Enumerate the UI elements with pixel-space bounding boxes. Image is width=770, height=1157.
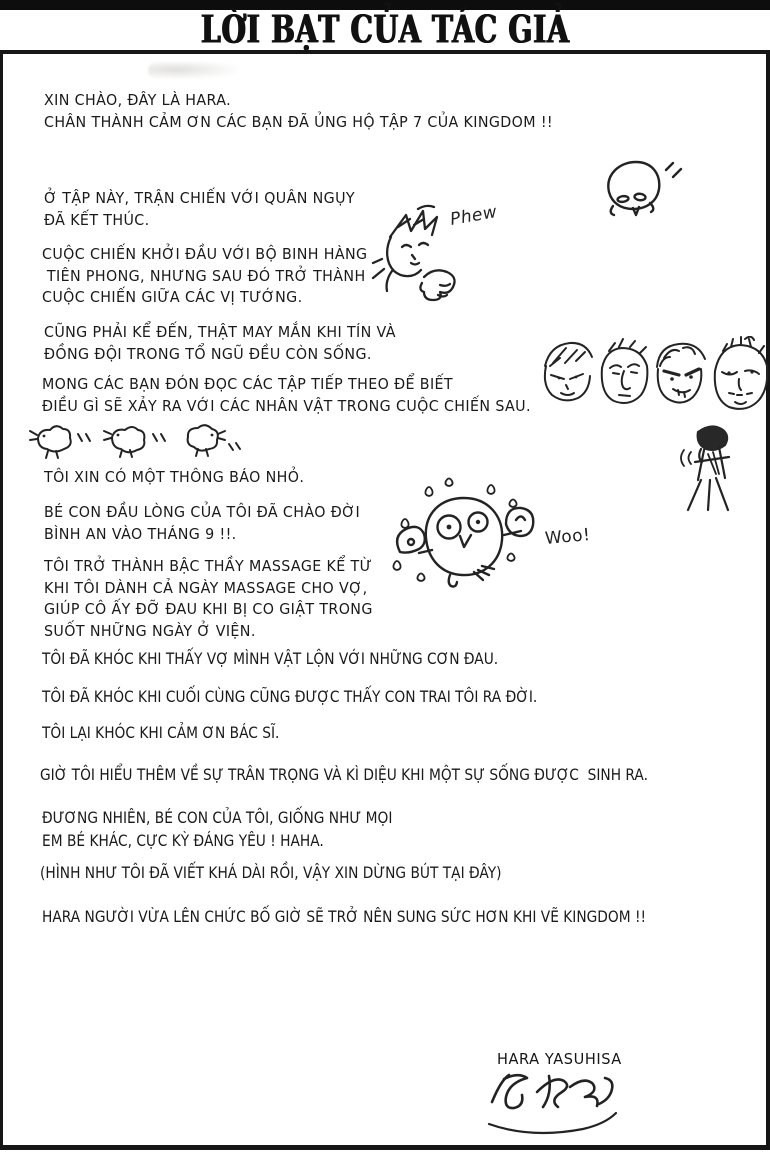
blob-creature-doodle (596, 156, 688, 228)
text-line: MONG CÁC BẠN ĐÓN ĐỌC CÁC TẬP TIẾP THEO ĐỂ BIẾT (42, 375, 454, 393)
text-line: TÔI TRỞ THÀNH BẬC THẦY MASSAGE KỂ TỪ (44, 557, 373, 575)
tripod-figure-doodle (668, 422, 748, 514)
text-line: GIÚP CÔ ẤY ĐỠ ĐAU KHI BỊ CO GIẬT TRONG (44, 600, 373, 618)
text-line: EM BÉ KHÁC, CỰC KỲ ĐÁNG YÊU ! HAHA. (42, 831, 324, 850)
paragraph-life-miracle (40, 764, 648, 786)
text-line: ĐÃ KẾT THÚC. (44, 210, 150, 229)
text-line: (HÌNH NHƯ TÔI ĐÃ VIẾT KHÁ DÀI RỒI, VẬY XIN DỪNG BÚT TẠI ĐÂY) (40, 863, 502, 882)
paragraph-cute-baby (42, 806, 392, 852)
paragraph-announcement (44, 467, 304, 489)
paragraph-next-volumes (42, 374, 531, 417)
text-line: TIÊN PHONG, NHƯNG SAU ĐÓ TRỞ THÀNH (42, 266, 366, 285)
text-line: KHI TÔI DÀNH CẢ NGÀY MASSAGE CHO VỢ, (44, 578, 368, 597)
paragraph-massage (44, 556, 373, 642)
text-line: ĐIỀU GÌ SẼ XẢY RA VỚI CÁC NHÂN VẬT TRONG CUỘC CHIẾN SAU. (42, 396, 531, 415)
text-line: ĐỒNG ĐỘI TRONG TỔ NGŨ ĐỀU CÒN SỐNG. (44, 344, 372, 363)
woo-label: Woo! (544, 525, 592, 549)
text-line: ĐƯƠNG NHIÊN, BÉ CON CỦA TÔI, GIỐNG NHƯ MỌI (42, 808, 393, 827)
text-line: CHÂN THÀNH CẢM ƠN CÁC BẠN ĐÃ ỦNG HỘ TẬP 7 CỦA KINGDOM !! (44, 112, 554, 131)
text-line: CŨNG PHẢI KỂ ĐẾN, THẬT MAY MẮN KHI TÍN VÀ (44, 323, 396, 341)
author-signature (474, 1066, 636, 1140)
phew-label: Phew (448, 202, 499, 230)
owl-doodle (386, 476, 548, 594)
paragraph-greeting (44, 90, 553, 133)
paragraph-closing-note (40, 862, 502, 884)
paragraph-war-generals (42, 244, 367, 309)
text-line: TÔI LẠI KHÓC KHI CẢM ƠN BÁC SĨ. (42, 723, 280, 742)
paragraph-cried-pain (42, 648, 498, 670)
paragraph-battle-end (44, 188, 355, 231)
text-line: TÔI ĐÃ KHÓC KHI THẤY VỢ MÌNH VẬT LỘN VỚI NHỮNG CƠN ĐAU. (42, 649, 499, 668)
text-line: XIN CHÀO, ĐÂY LÀ HARA. (44, 91, 231, 109)
paragraph-cried-doctor (42, 722, 279, 744)
text-line: TÔI ĐÃ KHÓC KHI CUỐI CÙNG CŨNG ĐƯỢC THẤY CON TRAI TÔI RA ĐỜI. (42, 687, 538, 706)
text-line: SUỐT NHỮNG NGÀY Ở VIỆN. (44, 621, 256, 640)
text-line: GIỜ TÔI HIỂU THÊM VỀ SỰ TRÂN TRỌNG VÀ KÌ DIỆU KHI MỘT SỰ SỐNG ĐƯỢC SINH RA. (40, 765, 648, 784)
four-faces-doodle (536, 336, 770, 428)
text-line: BÌNH AN VÀO THÁNG 9 !!. (44, 524, 237, 543)
text-line: CUỘC CHIẾN KHỞI ĐẦU VỚI BỘ BINH HÀNG (42, 245, 368, 263)
author-credit: HARA YASUHISA (497, 1050, 622, 1068)
paragraph-baby-born (44, 502, 360, 545)
text-line: Ở TẬP NÀY, TRẬN CHIẾN VỚI QUÂN NGỤY (44, 189, 356, 207)
paragraph-new-father (42, 906, 646, 928)
chicks-row-doodle (26, 422, 242, 462)
text-line: BÉ CON ĐẦU LÒNG CỦA TÔI ĐÃ CHÀO ĐỜI (44, 503, 361, 521)
text-line: HARA NGƯỜI VỪA LÊN CHỨC BỐ GIỜ SẼ TRỞ NÊN SUNG SỨC HƠN KHI VẼ KINGDOM !! (42, 907, 647, 926)
text-line: TÔI XIN CÓ MỘT THÔNG BÁO NHỎ. (44, 468, 305, 486)
text-line: CUỘC CHIẾN GIỮA CÁC VỊ TƯỚNG. (42, 288, 303, 306)
page-title: LỜI BẠT CỦA TÁC GIẢ (200, 7, 570, 53)
paragraph-cried-birth (42, 686, 537, 708)
title-band (0, 9, 770, 51)
paragraph-squad-alive (44, 322, 396, 365)
faded-smudge (148, 62, 238, 79)
